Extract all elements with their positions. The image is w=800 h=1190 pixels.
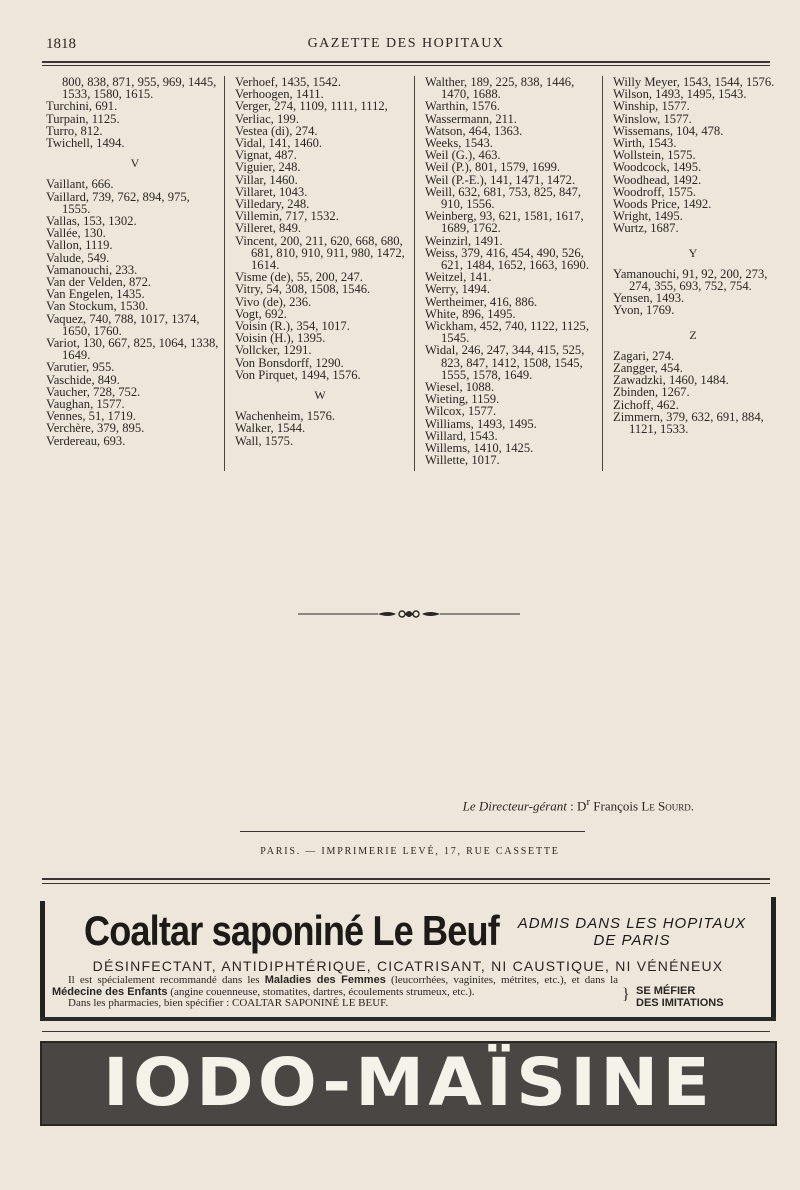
index-entry: Verhoogen, 1411. (235, 87, 324, 102)
index-entry: Voisin (H.), 1395. (235, 331, 326, 346)
index-entries (613, 350, 773, 435)
signature (0, 796, 694, 814)
index-entry: Winship, 1577. (613, 99, 690, 114)
index-entry: Weill, 632, 681, 753, 825, 847, (425, 184, 582, 199)
index-entry: Willems, 1410, 1425. (425, 441, 534, 456)
index-entry: Von Bonsdorff, 1290. (235, 355, 344, 370)
signature-title-sup: r (586, 796, 591, 808)
index-entry: Vivo (de), 236. (235, 294, 312, 309)
ad-separator-rule-2 (42, 1031, 770, 1032)
coaltar-admis (512, 915, 752, 949)
coaltar-admis-line2: DE PARIS (593, 932, 671, 949)
index-entry: 274, 355, 693, 752, 754. (629, 279, 752, 294)
letter-heading: W (314, 388, 326, 403)
index-entry: Willy Meyer, 1543, 1544, 1576. (613, 75, 775, 89)
signature-separator: : (566, 798, 578, 814)
index-entry: Varutier, 955. (46, 360, 115, 375)
index-entry: Villeret, 849. (235, 221, 302, 236)
index-entry: Verdereau, 693. (46, 433, 126, 448)
index-entry: Verger, 274, 1109, 1111, 1112, (235, 99, 388, 114)
index-entry: Zimmern, 379, 632, 691, 884, (613, 409, 764, 424)
index-entry: Verliac, 199. (235, 111, 299, 126)
index-entry: Weeks, 1543. (425, 136, 493, 151)
index-entries (425, 76, 597, 467)
index-entry: Vitry, 54, 308, 1508, 1546. (235, 282, 371, 297)
index-entry: Willette, 1017. (425, 453, 500, 468)
index-entry: 1689, 1762. (441, 221, 501, 236)
coaltar-advertisement (40, 897, 776, 1021)
index-entry: Zawadzki, 1460, 1484. (613, 373, 729, 388)
index-entry: Villar, 1460. (235, 172, 298, 187)
index-entry: Winslow, 1577. (613, 111, 692, 126)
coaltar-warning-line2: DES IMITATIONS (636, 996, 724, 1009)
index-column-4 (602, 76, 773, 471)
index-entry: Variot, 130, 667, 825, 1064, 1338, (46, 336, 219, 351)
index-entry: Wassermann, 211. (425, 111, 517, 126)
index-entry: 910, 1556. (441, 197, 495, 212)
index-entry: Yamanouchi, 91, 92, 200, 273, (613, 266, 768, 281)
index-entry: Vallée, 130. (46, 226, 106, 241)
index-entries (46, 178, 224, 446)
index-entry: Vestea (di), 274. (235, 123, 318, 138)
index-entry: Vincent, 200, 211, 620, 668, 680, (235, 233, 403, 248)
index-entry: Vaughan, 1577. (46, 397, 125, 412)
index-entry: Verchère, 379, 895. (46, 421, 145, 436)
index-column-1 (46, 76, 224, 471)
index-entry: Villaret, 1043. (235, 184, 308, 199)
index-entry: Yensen, 1493. (613, 291, 685, 306)
index-entry: Watson, 464, 1363. (425, 123, 523, 138)
signature-first-name: François (590, 798, 642, 814)
index-entry: Villemin, 717, 1532. (235, 209, 339, 224)
index-entry: Turpain, 1125. (46, 111, 120, 126)
index-entry: Zangger, 454. (613, 361, 683, 376)
signature-title: D (577, 798, 587, 814)
index-entry: Zbinden, 1267. (613, 385, 690, 400)
index-entry: Walker, 1544. (235, 421, 306, 436)
index-entries (46, 76, 224, 149)
index-entry: Van Stockum, 1530. (46, 299, 149, 314)
header-rule (42, 61, 770, 63)
index-column-3 (414, 76, 597, 471)
index-entry: Yvon, 1769. (613, 303, 675, 318)
index-entry: Wollstein, 1575. (613, 148, 696, 163)
index-column-2 (224, 76, 405, 471)
index-entry: Werry, 1494. (425, 282, 490, 297)
index-entry: Woodhead, 1492. (613, 172, 702, 187)
index-entry: 1470, 1688. (441, 87, 501, 102)
index-entry: Vaucher, 728, 752. (46, 384, 141, 399)
coaltar-warning (622, 975, 774, 1009)
coaltar-tagline: DÉSINFECTANT, ANTIDIPHTÉRIQUE, CICATRISANT, NI CAUSTIQUE, NI VÉNÉNEUX (92, 958, 724, 974)
index-entry: Vollcker, 1291. (235, 343, 312, 358)
index-entry: Visme (de), 55, 200, 247. (235, 270, 363, 285)
index-entry: Weinberg, 93, 621, 1581, 1617, (425, 209, 584, 224)
index-entry: 1121, 1533. (629, 422, 689, 437)
index-entry: Willard, 1543. (425, 428, 498, 443)
index-entry: 800, 838, 871, 955, 969, 1445, (62, 75, 217, 89)
index-entry: Von Pirquet, 1494, 1576. (235, 367, 361, 382)
index-entry: Wurtz, 1687. (613, 221, 679, 236)
author-index (46, 75, 775, 471)
index-entry: 1555. (62, 201, 91, 216)
index-entry: Twichell, 1494. (46, 136, 125, 151)
printer-imprint: PARIS. — IMPRIMERIE LEVÉ, 17, RUE CASSETTE (260, 846, 560, 857)
coaltar-body-pharmacies: Dans les pharmacies, bien spécifier : COALTAR SAPONINÉ LE BEUF. (68, 997, 389, 1009)
index-entry: Vignat, 487. (235, 148, 297, 163)
coaltar-body-recommend: Il est spécialement recommandé dans les Maladies des Femmes (leucorrhées, vaginites, métrites, etc.), et dans la Médecine des Enfants (angine couenneuse, stomatites, dartres, écoulements strumeux, etc.). (52, 974, 619, 998)
index-entry: Vaillant, 666. (46, 177, 114, 192)
fleuron-ornament (298, 606, 520, 622)
index-entry: Wilson, 1493, 1495, 1543. (613, 87, 747, 102)
brace-glyph: } (622, 986, 630, 1003)
index-entry: Widal, 246, 247, 344, 415, 525, (425, 343, 585, 358)
index-entry: Zagari, 274. (613, 348, 675, 363)
index-entry: Wiesel, 1088. (425, 380, 495, 395)
index-entry: Weil (P.-E.), 141, 1471, 1472. (425, 172, 576, 187)
iodo-maisine-advertisement (40, 1041, 777, 1126)
signature-last-name: Le Sourd. (641, 798, 694, 814)
index-entry: Vaillard, 739, 762, 894, 975, (46, 189, 190, 204)
index-entry: Wright, 1495. (613, 209, 683, 224)
index-entry: Woodcock, 1495. (613, 160, 702, 175)
index-entry: Vallon, 1119. (46, 238, 113, 253)
index-entries (613, 76, 773, 235)
index-entry: Wickham, 452, 740, 1122, 1125, (425, 319, 590, 334)
index-entry: Voisin (R.), 354, 1017. (235, 319, 350, 334)
index-entry: 1555, 1578, 1649. (441, 367, 533, 382)
ad-separator-rule-thin (42, 883, 770, 884)
index-entry: Weinzirl, 1491. (425, 233, 503, 248)
index-entry: 1649. (62, 348, 91, 363)
index-entries (235, 76, 405, 381)
index-entry: 1545. (441, 331, 470, 346)
index-entry: Wall, 1575. (235, 433, 294, 448)
index-entry: Weil (G.), 463. (425, 148, 501, 163)
index-entry: 621, 1484, 1652, 1663, 1690. (441, 258, 589, 273)
index-entry: Vaquez, 740, 788, 1017, 1374, (46, 311, 200, 326)
ad-separator-rule (42, 878, 770, 880)
letter-heading: Z (689, 327, 697, 342)
index-entry: Vallas, 153, 1302. (46, 214, 137, 229)
index-entry: Zichoff, 462. (613, 397, 679, 412)
letter-heading: V (130, 156, 140, 171)
index-entry: Vidal, 141, 1460. (235, 136, 323, 151)
index-entry: Warthin, 1576. (425, 99, 500, 114)
page-header (46, 36, 766, 60)
index-entry: Vennes, 51, 1719. (46, 409, 136, 424)
ad-border-bottom (40, 1017, 776, 1021)
index-entry: Weitzel, 141. (425, 270, 492, 285)
journal-title: GAZETTE DES HOPITAUX (307, 36, 505, 51)
signature-role: Le Directeur-gérant (462, 798, 567, 814)
index-entry: Turro, 812. (46, 123, 103, 138)
index-entry: White, 896, 1495. (425, 306, 516, 321)
index-entry: Van Engelen, 1435. (46, 287, 145, 302)
index-entry: Wilcox, 1577. (425, 404, 497, 419)
index-entry: Turchini, 691. (46, 99, 118, 114)
letter-heading: Y (688, 245, 698, 260)
index-entry: Villedary, 248. (235, 197, 310, 212)
coaltar-admis-line1: ADMIS DANS LES HOPITAUX (517, 915, 747, 932)
index-entry: Verhoef, 1435, 1542. (235, 75, 341, 89)
index-entry: 1614. (251, 258, 280, 273)
index-entry: Vaschide, 849. (46, 372, 120, 387)
index-entry: Woods Price, 1492. (613, 197, 712, 212)
index-entry: Walther, 189, 225, 838, 1446, (425, 75, 575, 89)
index-entries (613, 268, 773, 317)
index-entry: Vogt, 692. (235, 306, 287, 321)
printer-rule (240, 831, 585, 832)
index-entry: Vamanouchi, 233. (46, 262, 138, 277)
index-entry: 1533, 1580, 1615. (62, 87, 154, 102)
coaltar-warning-line1: SE MÉFIER (636, 985, 696, 997)
index-entry: Valude, 549. (46, 250, 110, 265)
index-entry: 1650, 1760. (62, 323, 122, 338)
index-entry: Van der Velden, 872. (46, 275, 152, 290)
index-entry: Williams, 1493, 1495. (425, 416, 537, 431)
index-entry: 823, 847, 1412, 1508, 1545, (441, 355, 583, 370)
index-entry: Wissemans, 104, 478. (613, 123, 724, 138)
index-entry: Wirth, 1543. (613, 136, 677, 151)
header-rule-thin (42, 65, 770, 66)
index-entry: 681, 810, 910, 911, 980, 1472, (251, 245, 405, 260)
page-number: 1818 (46, 36, 76, 52)
index-entry: Wertheimer, 416, 886. (425, 294, 538, 309)
coaltar-brand: Coaltar saponiné Le Beuf (84, 907, 499, 954)
index-entry: Wachenheim, 1576. (235, 409, 336, 424)
index-entry: Weiss, 379, 416, 454, 490, 526, (425, 245, 584, 260)
index-entries (235, 410, 405, 447)
index-entry: Wieting, 1159. (425, 392, 500, 407)
iodo-maisine-brand: IODO-MAÏSINE (102, 1044, 715, 1121)
index-entry: Viguier, 248. (235, 160, 301, 175)
index-entry: Woodroff, 1575. (613, 184, 697, 199)
index-entry: Weil (P.), 801, 1579, 1699. (425, 160, 561, 175)
coaltar-body (52, 975, 618, 1010)
